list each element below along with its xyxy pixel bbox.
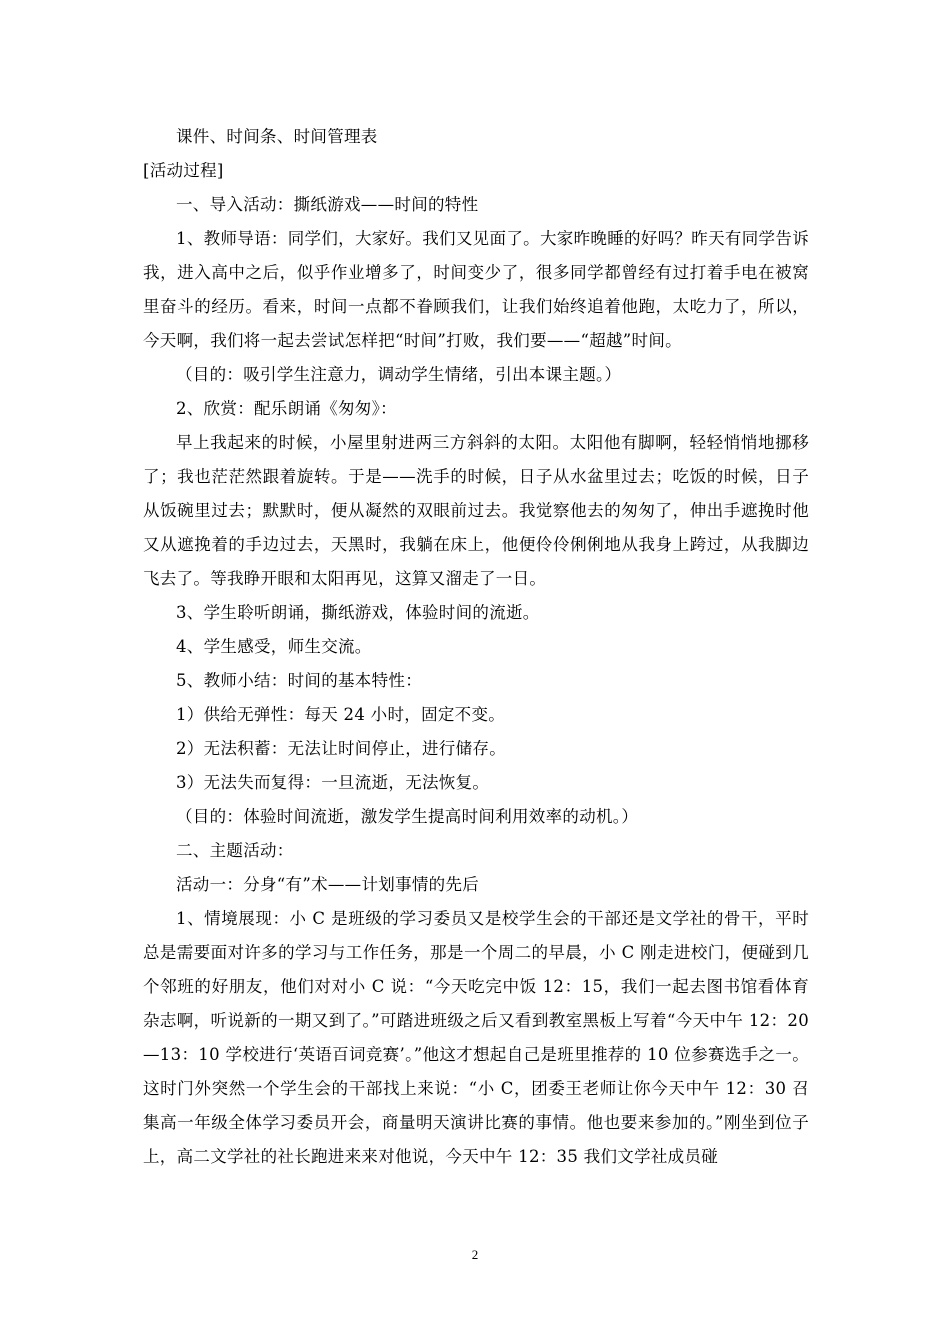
heading-activity-one: 活动一：分身“有”术——计划事情的先后: [176, 875, 480, 894]
property-item-3: 3）无法失而复得：一旦流逝，无法恢复。: [176, 773, 490, 792]
property-item-1: 1）供给无弹性：每天 24 小时，固定不变。: [176, 705, 506, 724]
paragraph-teacher-intro: 1、教师导语：同学们，大家好。我们又见面了。大家昨晚睡的好吗？昨天有同学告诉我，进入高中之后，似乎作业增多了，时间变少了，很多同学都曾经有过打着手电在被窝里奋斗的经历。看来，时间一点都不眷顾我们，让我们始终追着他跑，太吃力了，所以，今天啊，我们将一起去尝试怎样把“时间”打败，我们要——“超越”时间。: [143, 229, 809, 350]
list-item-3: 3、学生聆听朗诵，撕纸游戏，体验时间的流逝。: [176, 603, 540, 622]
list-item-4: 4、学生感受，师生交流。: [176, 637, 372, 656]
list-item-5: 5、教师小结：时间的基本特性：: [176, 671, 422, 690]
document-body: [143, 120, 809, 1174]
purpose-note-2: （目的：体验时间流逝，激发学生提高时间利用效率的动机。）: [176, 807, 639, 826]
property-item-2: 2）无法积蓄：无法让时间停止，进行储存。: [176, 739, 506, 758]
heading-appreciation: 2、欣赏：配乐朗诵《匆匆》：: [176, 399, 397, 418]
purpose-note-1: （目的：吸引学生注意力，调动学生情绪，引出本课主题。）: [176, 365, 622, 384]
page-number: 2: [471, 1247, 479, 1262]
section-heading-activity-process: [活动过程]: [143, 161, 224, 180]
materials-line: 课件、时间条、时间管理表: [176, 127, 378, 146]
heading-main-activity: 二、主题活动：: [176, 841, 294, 860]
paragraph-scenario: 1、情境展现：小 C 是班级的学习委员又是校学生会的干部还是文学社的骨干，平时总是需要面对许多的学习与工作任务，那是一个周二的早晨，小 C 刚走进校门，便碰到几个邻班的好朋友，他们对对小 C 说：“今天吃完中饭 12：15，我们一起去图书馆看体育杂志啊，听说新的一期又到了。”可踏进班级之后又看到教室黑板上写着“今天中午 12：20—13：10 学校进行‘英语百词竞赛’。”他这才想起自己是班里推荐的 10 位参赛选手之一。这时门外突然一个学生会的干部找上来说：“小 C，团委王老师让你今天中午 12：30 召集高一年级全体学习委员开会，商量明天演讲比赛的事情。他也要来参加的。”刚坐到位子上，高二文学社的社长跑进来来对他说，今天中午 12：35 我们文学社成员碰: [143, 909, 809, 1166]
paragraph-poem-excerpt: 早上我起来的时候，小屋里射进两三方斜斜的太阳。太阳他有脚啊，轻轻悄悄地挪移了；我也茫茫然跟着旋转。于是——洗手的时候，日子从水盆里过去；吃饭的时候，日子从饭碗里过去；默默时，便从凝然的双眼前过去。我觉察他去的匆匆了，伸出手遮挽时他又从遮挽着的手边过去，天黑时，我躺在床上，他便伶伶俐俐地从我身上跨过，从我脚边飞去了。等我睁开眼和太阳再见，这算又溜走了一日。: [143, 433, 809, 588]
heading-intro-activity: 一、导入活动：撕纸游戏——时间的特性: [176, 195, 479, 214]
